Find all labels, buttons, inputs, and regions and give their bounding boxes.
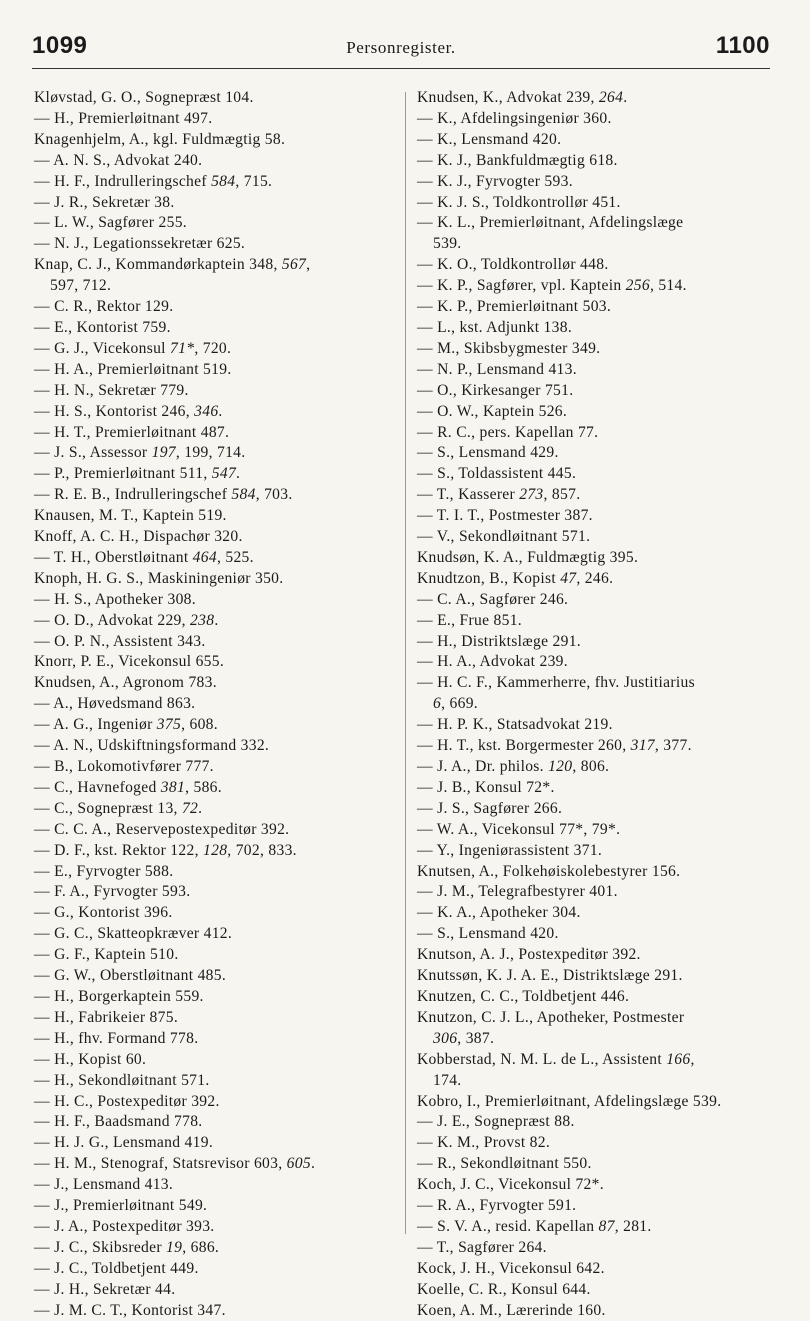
- entry-italic-reference: 72: [181, 799, 199, 817]
- entry-text: — K., Lensmand 420.: [417, 130, 562, 148]
- entry-text: — H. F., Indrulleringschef: [34, 172, 212, 190]
- register-entry: [34, 569, 394, 590]
- entry-italic-reference: 47: [560, 569, 577, 587]
- entry-italic-reference: 197: [151, 444, 176, 462]
- entry-text: — H. T., kst. Borgermester 260,: [417, 737, 631, 755]
- entry-text: — P., Premierløitnant 511,: [34, 465, 212, 483]
- register-entry: [34, 464, 394, 485]
- entry-text: — K. J. S., Toldkontrollør 451.: [417, 193, 621, 211]
- register-entry: [417, 1280, 772, 1301]
- register-entry: [417, 402, 772, 423]
- register-entry: [34, 1154, 394, 1175]
- entry-text: — O. D., Advokat 229,: [34, 611, 191, 629]
- entry-text: — G., Kontorist 396.: [34, 904, 173, 922]
- entry-italic-reference: 567: [281, 256, 307, 274]
- entry-italic-reference: 238: [190, 611, 215, 629]
- register-entry: [417, 276, 772, 297]
- entry-text: — O. W., Kaptein 526.: [417, 402, 568, 420]
- register-entry-continuation: [34, 276, 394, 297]
- entry-text: — N. J., Legationssekretær 625.: [34, 235, 246, 253]
- entry-text: — H. C. F., Kammerherre, fhv. Justitiarius: [417, 674, 695, 692]
- entry-text: — G. C., Skatteopkræver 412.: [34, 925, 233, 943]
- entry-text-after: , 806.: [572, 758, 610, 775]
- register-entry: [34, 172, 394, 193]
- entry-text: Knudsen, A., Agronom 783.: [34, 674, 217, 692]
- entry-text: — A. G., Ingeniør: [34, 716, 157, 734]
- entry-text-after: , 703.: [255, 486, 293, 504]
- register-entry: [417, 464, 772, 485]
- register-entry: [34, 1217, 394, 1238]
- register-entry: [34, 924, 394, 945]
- register-entry: [34, 799, 394, 820]
- entry-text: Kock, J. H., Vicekonsul 642.: [417, 1259, 605, 1277]
- register-entry: [417, 1238, 772, 1259]
- register-entry: [417, 799, 772, 820]
- page-header: [32, 32, 770, 72]
- register-entry: [417, 109, 772, 130]
- entry-text: — C., Sognepræst 13,: [34, 799, 182, 817]
- register-entry: [34, 527, 394, 548]
- register-entry: [417, 381, 772, 402]
- entry-text-after: ,: [690, 1050, 695, 1068]
- entry-text: 539.: [433, 235, 462, 253]
- entry-italic-reference: 346: [194, 402, 219, 420]
- register-column-left: [34, 88, 394, 1321]
- register-entry: [34, 360, 394, 381]
- page-number-left: 1099: [32, 32, 88, 59]
- entry-text: — G. W., Oberstløitnant 485.: [34, 967, 227, 985]
- register-entry: [417, 1133, 772, 1154]
- entry-text: — T. I. T., Postmester 387.: [417, 507, 593, 525]
- entry-text: Knoph, H. G. S., Maskiningeniør 350.: [34, 569, 284, 587]
- entry-text-after: .: [236, 465, 241, 483]
- entry-text: Knutzon, C. J. L., Apotheker, Postmester: [417, 1008, 685, 1026]
- entry-text-after: , 514.: [649, 277, 687, 295]
- register-entry: [34, 945, 394, 966]
- entry-text: — A. N., Udskiftningsformand 332.: [34, 737, 270, 755]
- entry-text: Knudsen, K., Advokat 239,: [417, 89, 599, 106]
- register-entry: [417, 255, 772, 276]
- entry-italic-reference: 317: [630, 737, 655, 755]
- register-entry: [417, 360, 772, 381]
- entry-text-after: , 715.: [235, 172, 273, 190]
- register-entry: [34, 841, 394, 862]
- register-entry: [34, 88, 394, 109]
- entry-text: — A. N. S., Advokat 240.: [34, 151, 203, 169]
- entry-text: — J. E., Sognepræst 88.: [417, 1113, 575, 1131]
- entry-text: — J. A., Dr. philos.: [417, 758, 549, 775]
- register-entry: [34, 820, 394, 841]
- entry-text: — S., Lensmand 429.: [417, 444, 559, 462]
- entry-text-after: .: [198, 799, 203, 817]
- entry-text: — J. S., Sagfører 266.: [417, 799, 563, 817]
- entry-text: — H., Premierløitnant 497.: [34, 109, 213, 127]
- entry-italic-reference: 19: [166, 1238, 183, 1256]
- register-entry: [34, 652, 394, 673]
- entry-text: — S. V. A., resid. Kapellan: [417, 1217, 599, 1235]
- register-entry: [34, 1238, 394, 1259]
- register-entry: [34, 1112, 394, 1133]
- register-entry: [417, 736, 772, 757]
- register-entry: [34, 632, 394, 653]
- register-entry: [417, 1008, 772, 1029]
- entry-italic-reference: 264: [598, 89, 624, 106]
- register-entry: [34, 1259, 394, 1280]
- register-entry: [34, 611, 394, 632]
- entry-text: — E., Kontorist 759.: [34, 318, 171, 336]
- entry-text: — S., Toldassistent 445.: [417, 465, 577, 483]
- entry-text: — A., Høvedsmand 863.: [34, 695, 196, 713]
- register-entry: [417, 1196, 772, 1217]
- entry-italic-reference: 273: [519, 486, 544, 504]
- register-entry: [34, 443, 394, 464]
- register-entry: [34, 109, 394, 130]
- entry-text: — C., Havnefoged: [34, 778, 161, 796]
- entry-text: — H., Kopist 60.: [34, 1050, 147, 1068]
- register-entry: [417, 172, 772, 193]
- entry-text: — T., Sagfører 264.: [417, 1238, 547, 1256]
- entry-text-after: , 246.: [576, 569, 614, 587]
- entry-italic-reference: 166: [666, 1050, 691, 1068]
- entry-text: — K., Afdelingsingeniør 360.: [417, 109, 612, 127]
- entry-italic-reference: 464: [192, 548, 217, 566]
- entry-text: — C. A., Sagfører 246.: [417, 590, 569, 608]
- entry-text: — H. M., Stenograf, Statsrevisor 603,: [34, 1155, 287, 1173]
- entry-text-after: , 199, 714.: [175, 444, 246, 462]
- register-entry: [417, 903, 772, 924]
- register-entry: [34, 423, 394, 444]
- entry-text: — G. F., Kaptein 510.: [34, 946, 179, 964]
- register-entry: [417, 715, 772, 736]
- register-entry-continuation: [417, 1071, 772, 1092]
- entry-text: — H. S., Apotheker 308.: [34, 590, 196, 608]
- entry-text: — V., Sekondløitnant 571.: [417, 528, 591, 546]
- register-entry: [417, 339, 772, 360]
- entry-text: — J., Premierløitnant 549.: [34, 1197, 208, 1215]
- register-entry-continuation: [417, 234, 772, 255]
- register-entry: [34, 778, 394, 799]
- register-entry: [34, 548, 394, 569]
- entry-text: — M., Skibsbygmester 349.: [417, 339, 601, 357]
- entry-text: — K. J., Fyrvogter 593.: [417, 172, 573, 190]
- entry-text-after: , 586.: [185, 778, 222, 796]
- entry-text: — R., Sekondløitnant 550.: [417, 1155, 592, 1173]
- register-entry: [417, 1301, 772, 1321]
- entry-text: — G. J., Vicekonsul: [34, 339, 171, 357]
- entry-text: — H. F., Baadsmand 778.: [34, 1113, 203, 1131]
- entry-text: 597, 712.: [50, 277, 112, 295]
- entry-text: — C. C. A., Reservepostexpeditør 392.: [34, 820, 290, 838]
- entry-text: — S., Lensmand 420.: [417, 925, 559, 943]
- entry-text: — H., Distriktslæge 291.: [417, 632, 582, 650]
- register-entry: [417, 820, 772, 841]
- register-entry: [417, 841, 772, 862]
- entry-text: — K. J., Bankfuldmægtig 618.: [417, 151, 618, 169]
- entry-text-after: , 702, 833.: [227, 841, 297, 859]
- entry-text: Knorr, P. E., Vicekonsul 655.: [34, 653, 225, 671]
- entry-text: — H. A., Premierløitnant 519.: [34, 360, 232, 378]
- entry-text: — J., Lensmand 413.: [34, 1176, 174, 1194]
- entry-text: — J. A., Postexpeditør 393.: [34, 1217, 215, 1235]
- register-entry: [34, 506, 394, 527]
- register-entry: [417, 987, 772, 1008]
- register-column-right: [417, 88, 772, 1321]
- entry-text: Kobro, I., Premierløitnant, Afdelingslæge 539.: [417, 1092, 722, 1110]
- entry-text: — R. C., pers. Kapellan 77.: [417, 423, 599, 441]
- register-entry: [417, 506, 772, 527]
- entry-text-after: ,: [306, 256, 311, 274]
- entry-text: — H. N., Sekretær 779.: [34, 381, 189, 399]
- entry-text-after: .: [214, 611, 219, 629]
- entry-text: — J. H., Sekretær 44.: [34, 1280, 176, 1298]
- register-entry: [34, 590, 394, 611]
- register-entry: [417, 193, 772, 214]
- page-number-right: 1100: [715, 32, 770, 59]
- entry-text: — R. E. B., Indrulleringschef: [34, 486, 232, 504]
- entry-text: — J. M., Telegrafbestyrer 401.: [417, 883, 618, 901]
- entry-text: — T., Kasserer: [417, 486, 520, 504]
- entry-text: Knutsen, A., Folkehøiskolebestyrer 156.: [417, 862, 681, 880]
- entry-text: — L., kst. Adjunkt 138.: [417, 318, 573, 336]
- entry-italic-reference: 605: [286, 1155, 311, 1173]
- register-entry: [417, 1217, 772, 1238]
- register-entry: [417, 569, 772, 590]
- entry-text: — J. C., Toldbetjent 449.: [34, 1259, 199, 1277]
- register-entry: [34, 1050, 394, 1071]
- register-entry: [34, 1280, 394, 1301]
- entry-text-after: , 525.: [216, 548, 254, 566]
- entry-text: — W. A., Vicekonsul 77*, 79*.: [417, 820, 621, 838]
- entry-text: — K. P., Sagfører, vpl. Kaptein: [417, 277, 626, 295]
- entry-text: — H. C., Postexpeditør 392.: [34, 1092, 220, 1110]
- register-entry: [417, 527, 772, 548]
- entry-text-after: , 720.: [194, 339, 232, 357]
- entry-text: Knudsøn, K. A., Fuldmægtig 395.: [417, 548, 639, 566]
- register-entry: [34, 255, 394, 276]
- entry-text: — O., Kirkesanger 751.: [417, 381, 574, 399]
- register-entry: [34, 151, 394, 172]
- register-entry: [34, 193, 394, 214]
- register-entry: [417, 611, 772, 632]
- entry-text: — D. F., kst. Rektor 122,: [34, 841, 203, 859]
- entry-italic-reference: 381: [160, 778, 186, 796]
- entry-text: Knudtzon, B., Kopist: [417, 569, 561, 587]
- register-entry-continuation: [417, 694, 772, 715]
- entry-text: — H. P. K., Statsadvokat 219.: [417, 716, 613, 734]
- entry-text: — J. C., Skibsreder: [34, 1238, 167, 1256]
- entry-italic-reference: 375: [156, 716, 182, 734]
- entry-text-after: .: [218, 402, 223, 420]
- register-entry: [34, 297, 394, 318]
- register-entry: [417, 862, 772, 883]
- register-entry: [34, 736, 394, 757]
- entry-italic-reference: 547: [211, 465, 237, 483]
- entry-text: — H., fhv. Formand 778.: [34, 1029, 199, 1047]
- entry-text: Kobberstad, N. M. L. de L., Assistent: [417, 1050, 667, 1068]
- entry-text: — H. A., Advokat 239.: [417, 653, 568, 671]
- entry-text: — H., Sekondløitnant 571.: [34, 1071, 210, 1089]
- entry-text: Knoff, A. C. H., Dispachør 320.: [34, 528, 243, 546]
- entry-italic-reference: 128: [203, 841, 228, 859]
- entry-text: Koelle, C. R., Konsul 644.: [417, 1280, 591, 1298]
- register-entry: [34, 987, 394, 1008]
- register-entry: [417, 590, 772, 611]
- entry-text-after: .: [310, 1155, 316, 1173]
- register-entry: [34, 1092, 394, 1113]
- register-entry: [34, 882, 394, 903]
- entry-text: Koch, J. C., Vicekonsul 72*.: [417, 1176, 604, 1194]
- entry-text-after: , 686.: [182, 1238, 220, 1256]
- register-entry: [34, 339, 394, 360]
- entry-text: Kløvstad, G. O., Sognepræst 104.: [34, 89, 254, 106]
- entry-italic-reference: 306: [433, 1029, 458, 1047]
- entry-italic-reference: 87: [598, 1217, 615, 1235]
- register-entry: [417, 297, 772, 318]
- register-entry: [417, 88, 772, 109]
- register-entry: [417, 1112, 772, 1133]
- entry-text: Knagenhjelm, A., kgl. Fuldmægtig 58.: [34, 130, 286, 148]
- entry-text-after: , 857.: [543, 486, 581, 504]
- entry-text: Knutzen, C. C., Toldbetjent 446.: [417, 987, 630, 1005]
- entry-text: — J. S., Assessor: [34, 444, 152, 462]
- entry-italic-reference: 584: [211, 172, 236, 190]
- register-entry: [34, 1071, 394, 1092]
- register-entry: [417, 924, 772, 945]
- entry-text: — J. R., Sekretær 38.: [34, 193, 175, 211]
- entry-text-after: , 281.: [614, 1217, 652, 1235]
- entry-text: 174.: [433, 1071, 462, 1089]
- entry-text: Koen, A. M., Lærerinde 160.: [417, 1301, 606, 1319]
- entry-italic-reference: 71*: [170, 339, 195, 357]
- entry-text-after: , 608.: [181, 716, 218, 734]
- register-entry: [417, 945, 772, 966]
- register-entry-continuation: [417, 1029, 772, 1050]
- register-entry: [34, 673, 394, 694]
- entry-text: Knausen, M. T., Kaptein 519.: [34, 507, 227, 525]
- entry-text: — B., Lokomotivfører 777.: [34, 758, 214, 775]
- register-entry: [417, 1050, 772, 1071]
- entry-italic-reference: 120: [548, 758, 573, 775]
- column-divider: [405, 92, 406, 1234]
- register-entry: [34, 485, 394, 506]
- entry-text: — J. B., Konsul 72*.: [417, 778, 555, 796]
- entry-text: Knutssøn, K. J. A. E., Distriktslæge 291.: [417, 967, 683, 985]
- register-entry: [34, 715, 394, 736]
- register-entry: [417, 485, 772, 506]
- entry-text: — E., Frue 851.: [417, 611, 522, 629]
- register-entry: [34, 757, 394, 778]
- entry-text: — K. M., Provst 82.: [417, 1134, 551, 1152]
- page-title: Personregister.: [346, 38, 456, 57]
- entry-text: — K. P., Premierløitnant 503.: [417, 298, 612, 316]
- register-entry: [34, 318, 394, 339]
- entry-text: — H. J. G., Lensmand 419.: [34, 1134, 214, 1152]
- register-entry: [34, 1008, 394, 1029]
- entry-text: — N. P., Lensmand 413.: [417, 360, 577, 378]
- register-entry: [417, 151, 772, 172]
- register-entry: [417, 673, 772, 694]
- entry-text: — H., Borgerkaptein 559.: [34, 987, 204, 1005]
- register-entry: [417, 966, 772, 987]
- register-entry: [34, 966, 394, 987]
- register-entry: [34, 1175, 394, 1196]
- register-entry: [417, 632, 772, 653]
- header-rule: [32, 68, 770, 69]
- register-entry: [417, 423, 772, 444]
- entry-text-after: .: [623, 89, 628, 106]
- register-entry: [417, 130, 772, 151]
- entry-text: Knap, C. J., Kommandørkaptein 348,: [34, 256, 282, 274]
- entry-italic-reference: 6: [433, 695, 442, 713]
- register-entry: [34, 1196, 394, 1217]
- register-entry: [417, 1175, 772, 1196]
- register-entry: [417, 1092, 772, 1113]
- entry-text: — T. H., Oberstløitnant: [34, 548, 193, 566]
- entry-italic-reference: 256: [625, 277, 650, 295]
- entry-text: — K. A., Apotheker 304.: [417, 904, 581, 922]
- register-entry: [34, 234, 394, 255]
- register-entry: [34, 402, 394, 423]
- entry-italic-reference: 584: [231, 486, 256, 504]
- register-entry: [417, 778, 772, 799]
- entry-text: — K. O., Toldkontrollør 448.: [417, 256, 609, 274]
- register-entry: [34, 862, 394, 883]
- entry-text: — R. A., Fyrvogter 591.: [417, 1197, 577, 1215]
- register-entry: [417, 443, 772, 464]
- entry-text: — Y., Ingeniørassistent 371.: [417, 841, 603, 859]
- register-entry: [417, 652, 772, 673]
- entry-text: — C. R., Rektor 129.: [34, 298, 174, 316]
- entry-text: — K. L., Premierløitnant, Afdelingslæge: [417, 214, 684, 232]
- register-entry: [417, 1259, 772, 1280]
- register-entry: [417, 757, 772, 778]
- register-entry: [417, 213, 772, 234]
- register-entry: [417, 548, 772, 569]
- entry-text: — O. P. N., Assistent 343.: [34, 632, 206, 650]
- entry-text: — H., Fabrikeier 875.: [34, 1008, 179, 1026]
- register-entry: [34, 213, 394, 234]
- entry-text: Knutson, A. J., Postexpeditør 392.: [417, 946, 641, 964]
- register-entry: [34, 381, 394, 402]
- entry-text: — F. A., Fyrvogter 593.: [34, 883, 191, 901]
- entry-text-after: , 669.: [441, 695, 478, 713]
- register-entry: [34, 130, 394, 151]
- register-entry: [417, 318, 772, 339]
- entry-text-after: , 377.: [654, 737, 692, 755]
- entry-text-after: , 387.: [457, 1029, 495, 1047]
- register-entry: [34, 694, 394, 715]
- register-entry: [34, 903, 394, 924]
- entry-text: — E., Fyrvogter 588.: [34, 862, 174, 880]
- register-entry: [417, 1154, 772, 1175]
- register-entry: [417, 882, 772, 903]
- register-entry: [34, 1133, 394, 1154]
- register-entry: [34, 1029, 394, 1050]
- register-entry: [34, 1301, 394, 1321]
- entry-text: — L. W., Sagfører 255.: [34, 214, 187, 232]
- entry-text: — H. T., Premierløitnant 487.: [34, 423, 230, 441]
- entry-text: — J. M. C. T., Kontorist 347.: [34, 1301, 226, 1319]
- entry-text: — H. S., Kontorist 246,: [34, 402, 195, 420]
